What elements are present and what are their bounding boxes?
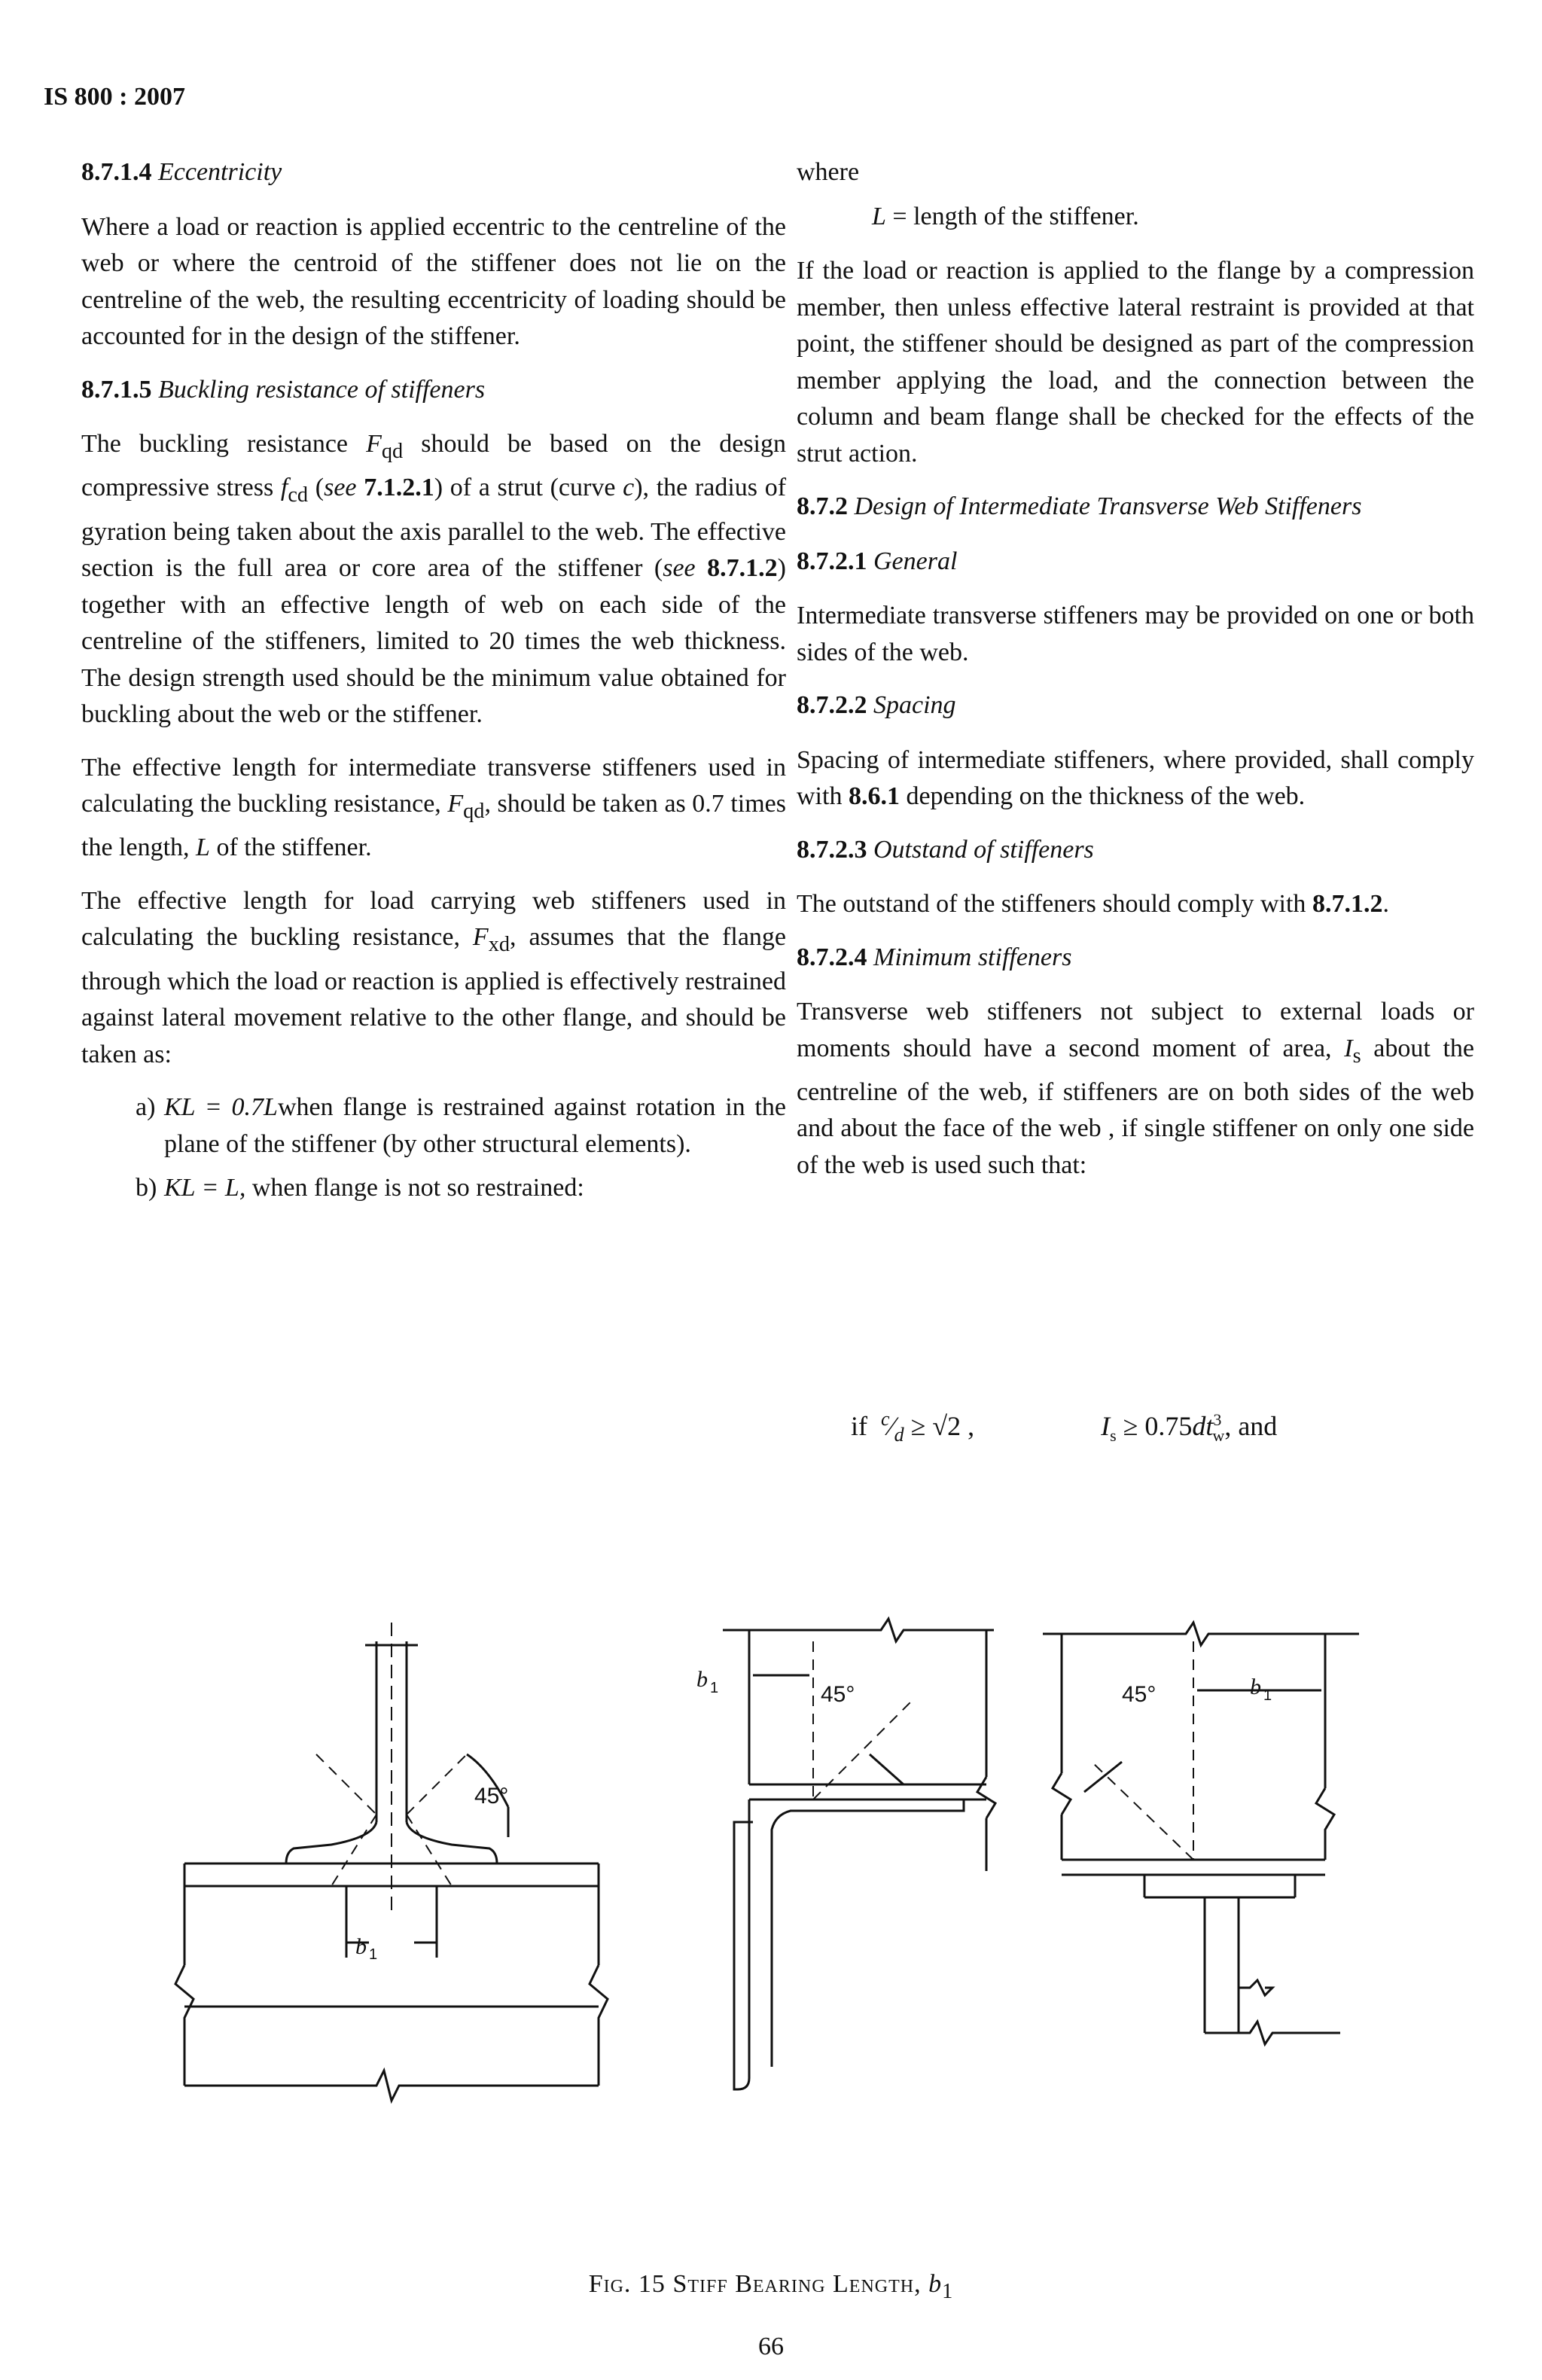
figure-a-stiffener-section [175, 1623, 608, 2101]
angle-label-b: 45° [821, 1682, 855, 1707]
figure-c-tee-seat [1043, 1623, 1359, 2044]
paragraph-minimum-stiffeners: Transverse web stiffeners not subject to external loads or moments should have a second moment of area, $I_s$ about the centreline of the web, if stiffeners are on both sides of the web and about the face of the web , if single stiffener on only one side of the web is used such that: [797, 998, 1475, 1179]
paragraph-buckling-resistance: The buckling resistance $F_{qd}$ should be based on the design compressive stress $f_{cd}$ (see 7.1.2.1) of a strut (curve c), the radius of gyration being taken about the axis parallel to the web. The effective section is the full area or core area of the stiffener (see 8.7.1.2) together with an effective length of web on each side of the centreline of the stiffeners, limited to 20 times the web thickness. The design strength used should be the minimum value obtained for buckling about the web or the stiffener. [81, 430, 787, 729]
paragraph-general: Intermediate transverse stiffeners may be provided on one or both sides of the web. [797, 602, 1474, 666]
page-number: 66 [758, 2333, 784, 2360]
where-label: where [797, 158, 860, 186]
section-8-7-1-4-heading: 8.7.1.4 Eccentricity [81, 158, 282, 186]
paragraph-compression-member: If the load or reaction is applied to the flange by a compression member, then unless effective lateral restraint is provided at that point, the stiffener should be designed as part of the compression member applying the load, and the connection between the column and beam flange shall be checked for the effects of the strut action. [797, 257, 1474, 468]
b1-label-c: b [1250, 1675, 1261, 1699]
figure-caption: Fig. 15 Stiff Bearing Length, $b_1$ [588, 2270, 954, 2303]
stiffener-formula: if $^c⁄_d \ge √2$ , $I_s \ge 0.75dt^3_w$, and [851, 1408, 1278, 1446]
angle-label-a: 45° [474, 1784, 509, 1809]
svg-text:1: 1 [1263, 1687, 1272, 1704]
section-8-7-2-1-heading: 8.7.2.1 General [797, 547, 958, 575]
angle-label-c: 45° [1122, 1682, 1156, 1707]
list-item: a) KL = 0.7Lwhen flange is restrained against rotation in the plane of the stiffener (by other structural elements). [136, 1093, 786, 1158]
b1-label-b: b [696, 1667, 708, 1692]
standard-header: IS 800 : 2007 [44, 83, 185, 111]
list-item: b) KL = L, when flange is not so restrained: [136, 1174, 584, 1202]
paragraph-eccentricity: Where a load or reaction is applied eccentric to the centreline of the web or where the centroid of the stiffener does not lie on the centreline of the web, the resulting eccentricity of loading should be accounted for in the design of the stiffener. [81, 212, 786, 350]
paragraph-spacing: Spacing of intermediate stiffeners, where provided, shall comply with 8.6.1 depending on the thickness of the web. [797, 745, 1474, 810]
svg-text:1: 1 [369, 1946, 378, 1963]
section-8-7-2-heading: 8.7.2 Design of Intermediate Transverse Web Stiffeners [797, 492, 1362, 520]
paragraph-load-carrying-effective-length: The effective length for load carrying web stiffeners used in calculating the buckling resistance, $F_{xd}$, assumes that the flange through which the load or reaction is applied is effectively restrained against lateral movement relative to the other flange, and should be taken as: [81, 886, 786, 1068]
b1-label-a: b [355, 1934, 367, 1959]
section-8-7-1-5-heading: 8.7.1.5 Buckling resistance of stiffeners [81, 375, 486, 404]
section-8-7-2-3-heading: 8.7.2.3 Outstand of stiffeners [797, 835, 1094, 864]
paragraph-outstand: The outstand of the stiffeners should comply with 8.7.1.2. [797, 890, 1389, 918]
section-8-7-2-4-heading: 8.7.2.4 Minimum stiffeners [797, 943, 1072, 971]
section-8-7-2-2-heading: 8.7.2.2 Spacing [797, 691, 956, 719]
figure-b-angle-seat [723, 1619, 995, 2089]
paragraph-intermediate-effective-length: The effective length for intermediate transverse stiffeners used in calculating the buckling resistance, $F_{qd}$, should be taken as 0.7 times the length, L of the stiffener. [81, 753, 786, 862]
svg-text:1: 1 [710, 1680, 719, 1696]
length-definition: L = length of the stiffener. [872, 202, 1139, 230]
